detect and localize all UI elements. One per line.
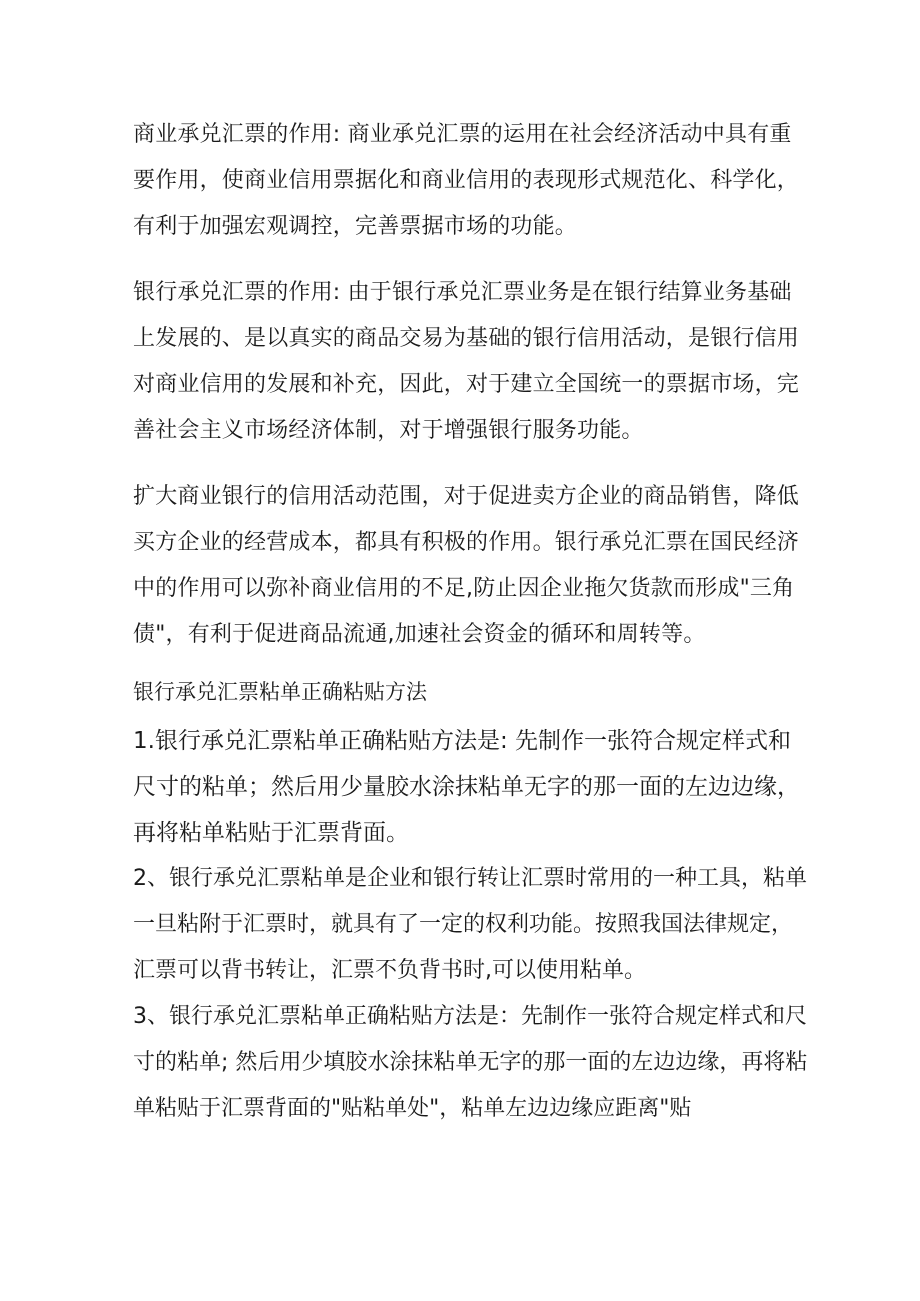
list-item: 1.银行承兑汇票粘单正确粘贴方法是: 先制作一张符合规定样式和尺寸的粘单；然后用少量胶水涂抹粘单无字的那一面的左边边缘，再将粘单粘贴于汇票背面。 xyxy=(133,728,800,846)
document-body xyxy=(133,112,813,1132)
section-heading: 银行承兑汇票粘单正确粘贴方法 xyxy=(133,680,427,704)
paragraph-bank-acceptance-role: 银行承兑汇票的作用: 由于银行承兑汇票业务是在银行结算业务基础上发展的、是以真实的商品交易为基础的银行信用活动，是银行信用对商业信用的发展和补充，因此，对于建立全国统一的票据市场，完善社会主义市场经济体制，对于增强银行服务功能。 xyxy=(133,280,800,443)
paragraph-commercial-acceptance-role: 商业承兑汇票的作用: 商业承兑汇票的运用在社会经济活动中具有重要作用，使商业信用票据化和商业信用的表现形式规范化、科学化，有利于加强宏观调控，完善票据市场的功能。 xyxy=(133,122,800,239)
list-item: 2、银行承兑汇票粘单是企业和银行转让汇票时常用的一种工具，粘单一旦粘附于汇票时，就具有了一定的权利功能。按照我国法律规定，汇票可以背书转让，汇票不负背书时,可以使用粘单。 xyxy=(133,866,807,983)
list-item: 3、银行承兑汇票粘单正确粘贴方法是：先制作一张符合规定样式和尺寸的粘单; 然后用少填胶水涂抹粘单无字的那一面的左边边缘，再将粘单粘贴于汇票背面的"贴粘单处"，粘单左边边缘应距离"贴 xyxy=(133,1004,808,1121)
paragraph-credit-activity-scope: 扩大商业银行的信用活动范围，对于促进卖方企业的商品销售，降低买方企业的经营成本，都具有积极的作用。银行承兑汇票在国民经济中的作用可以弥补商业信用的不足,防止因企业拖欠货款而形成"三角债"，有利于促进商品流通,加速社会资金的循环和周转等。 xyxy=(133,484,800,647)
